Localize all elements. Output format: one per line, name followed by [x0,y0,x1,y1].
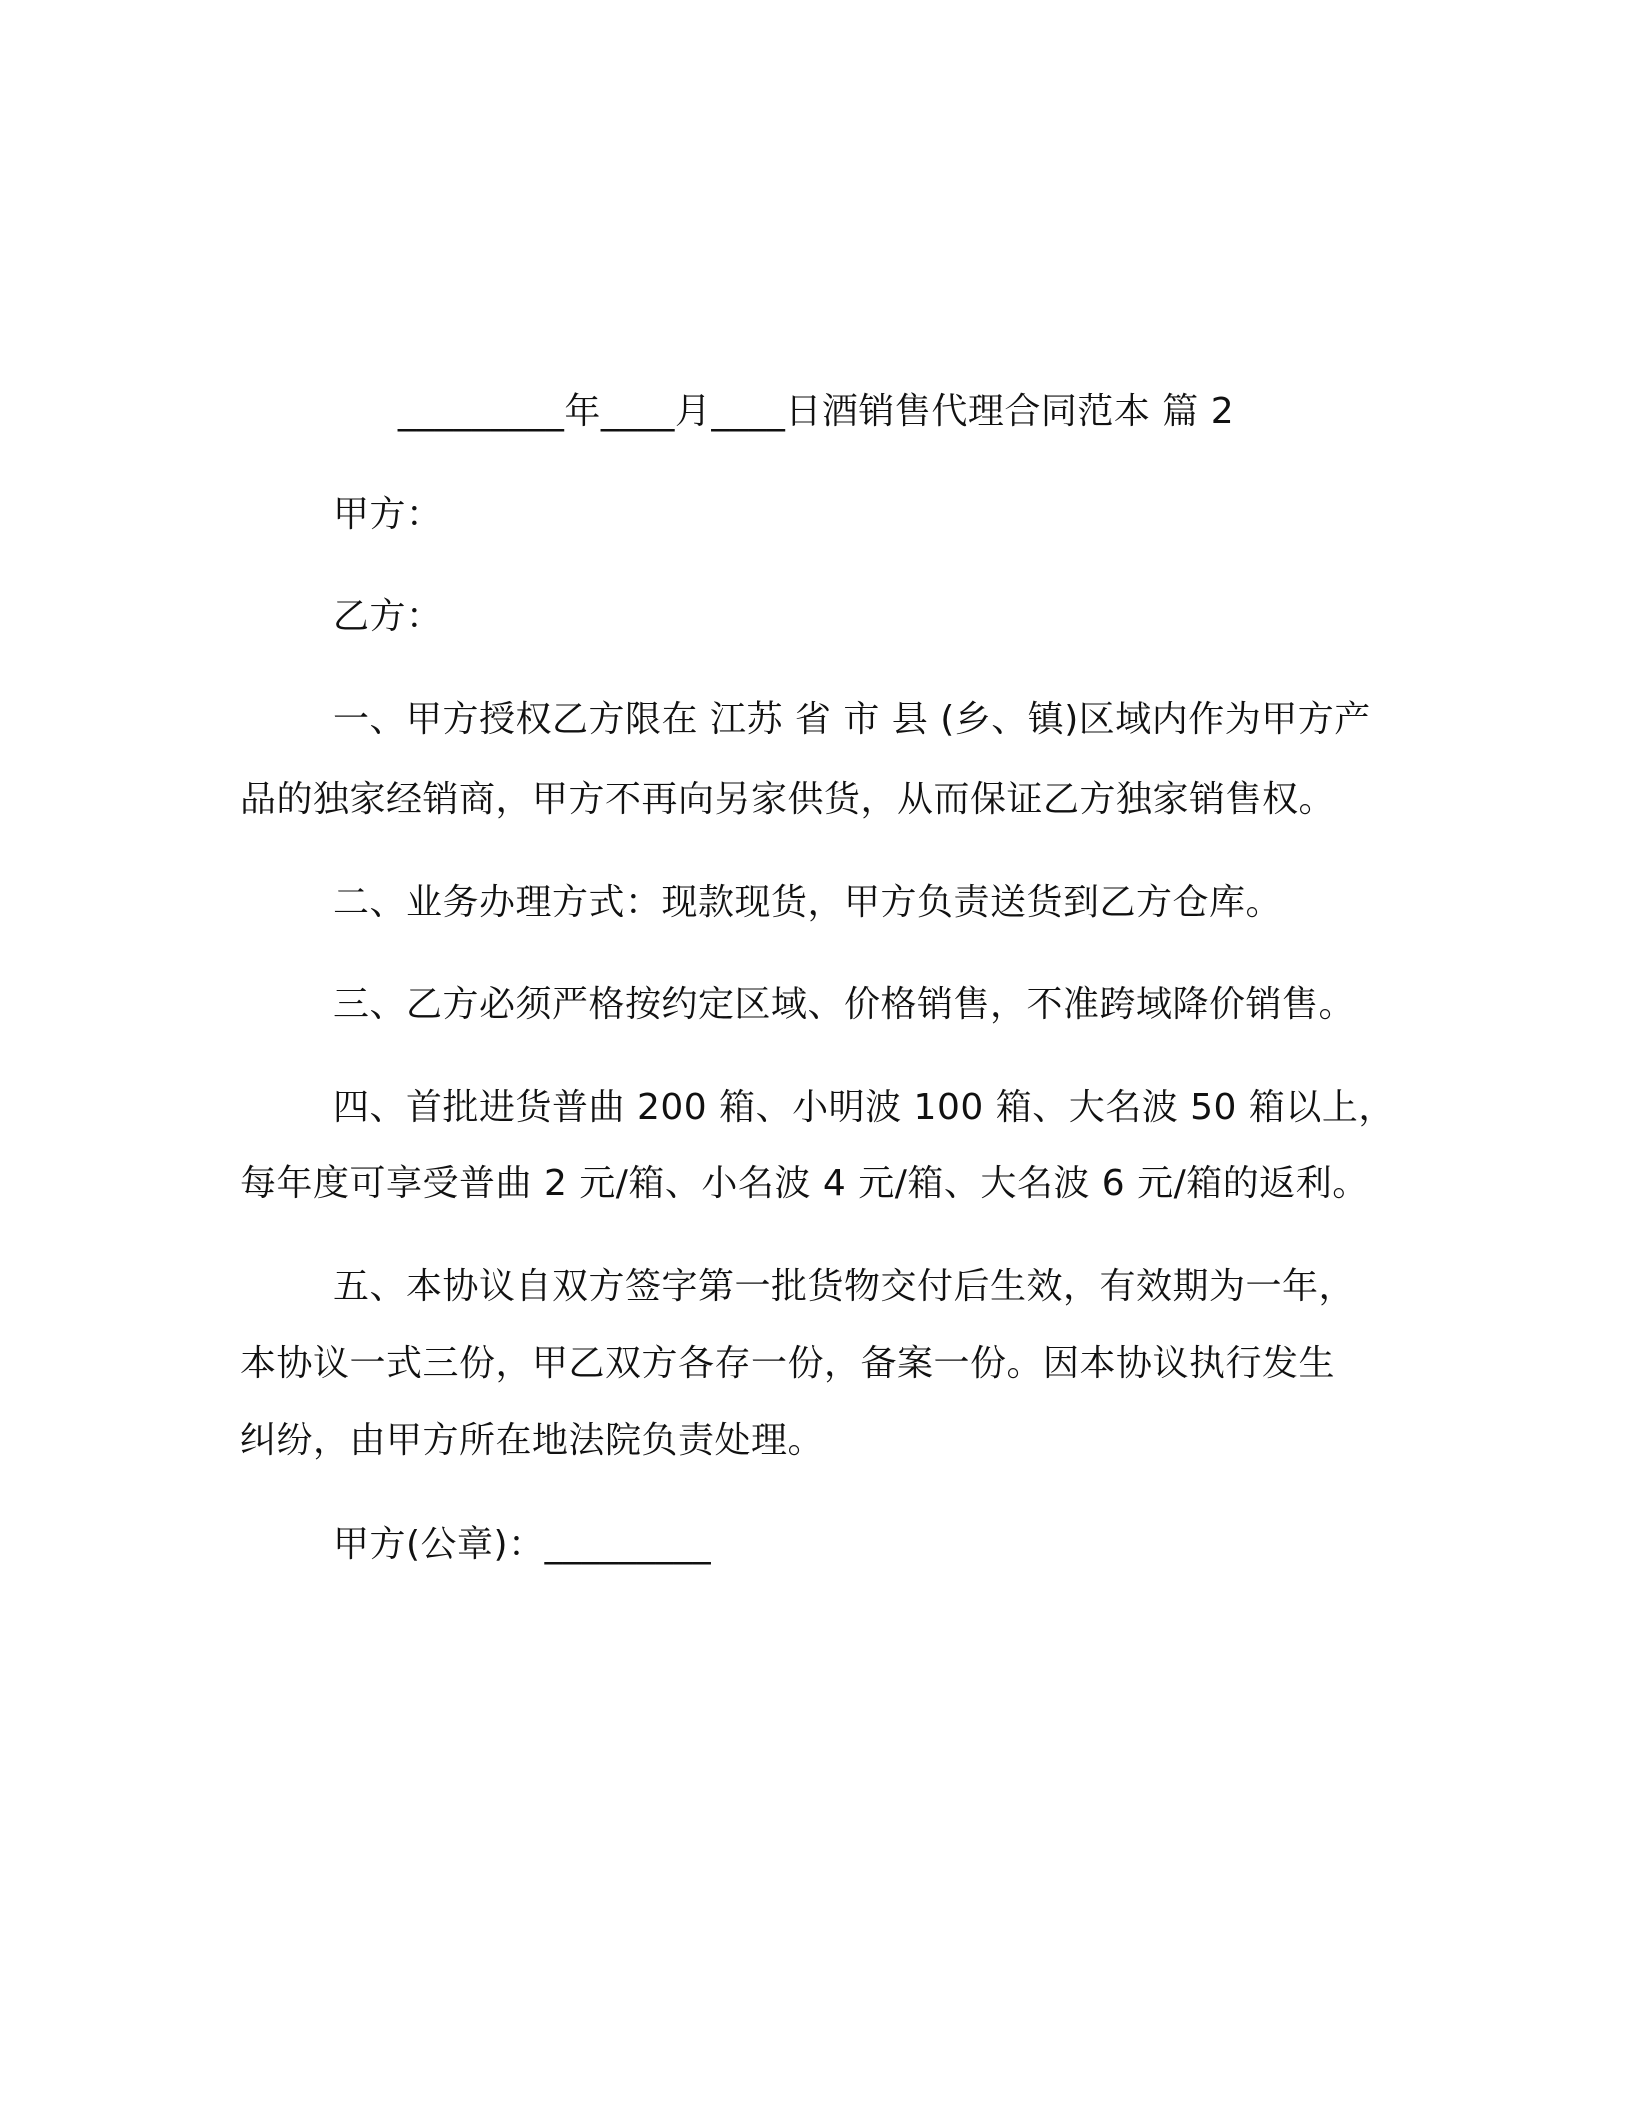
party-a-seal-line: 甲方(公章)：_________ [333,1524,712,1565]
clause-line: 一、甲方授权乙方限在 江苏 省 市 县 (乡、镇)区域内作为甲方产 [333,699,1371,740]
clause-line: 纠纷，由甲方所在地法院负责处理。 [240,1420,825,1461]
party-a-label: 甲方： [333,494,443,535]
document-title: _________年____月____日酒销售代理合同范本 篇 2 [397,391,1235,432]
clause-line: 五、本协议自双方签字第一批货物交付后生效，有效期为一年， [333,1266,1356,1307]
clause-line: 四、首批进货普曲 200 箱、小明波 100 箱、大名波 50 箱以上， [333,1087,1395,1128]
clause-line: 三、乙方必须严格按约定区域、价格销售，不准跨域降价销售。 [333,984,1356,1025]
clause-line: 品的独家经销商，甲方不再向另家供货，从而保证乙方独家销售权。 [240,779,1336,820]
clause-line: 二、业务办理方式：现款现货，甲方负责送货到乙方仓库。 [333,882,1283,923]
clause-line: 每年度可享受普曲 2 元/箱、小名波 4 元/箱、大名波 6 元/箱的返利。 [240,1163,1369,1204]
party-b-label: 乙方： [333,596,443,637]
clause-line: 本协议一式三份，甲乙双方各存一份，备案一份。因本协议执行发生 [240,1343,1336,1384]
